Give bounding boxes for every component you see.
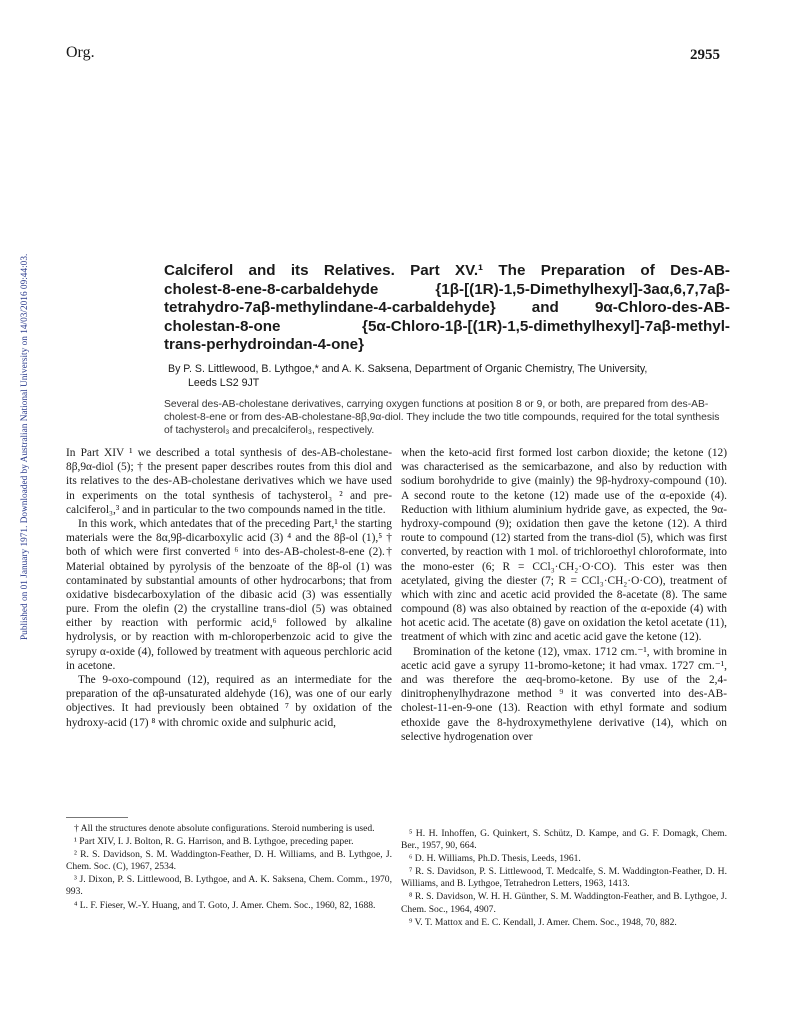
paragraph: In this work, which antedates that of the preceding Part,¹ the starting materials were the 8α,9β-dicarboxylic acid (3) ⁴ and the 8β-ol (1),⁵ † both of which were first converted ⁶ into des-AB-cholest-8-ene (2).† Material obtained by pyrolysis of the benzoate of the 8β-ol (1) was contaminated by substantial amounts of other hydrocarbons; that from oxidative bisdecarboxylation of the dibasic acid (3) was essentially pure. From the olefin (2) the crystalline trans-diol (5) was obtained either by reaction with performic acid,⁶ followed by alkaline hydrolysis, or by reaction with m-chloroperbenzoic acid to give the syrupy α-oxide (4), followed by treatment with aqueous perchloric acid in acetone.: [66, 517, 392, 672]
title-line: Calciferol and its Relatives. Part XV.¹ The Preparation of Des-AB-: [164, 262, 730, 279]
title-line: cholestan-8-one {5α-Chloro-1β-[(1R)-1,5-dimethylhexyl]-7aβ-methyl-: [164, 317, 730, 335]
footnote: ¹ Part XIV, I. J. Bolton, R. G. Harrison, and B. Lythgoe, preceding paper.: [74, 836, 354, 848]
footnote: † All the structures denote absolute configurations. Steroid numbering is used.: [74, 823, 375, 834]
footnote: ⁹ V. T. Mattox and E. C. Kendall, J. Amer. Chem. Soc., 1948, 70, 882.: [409, 916, 677, 928]
abstract: [164, 398, 730, 438]
article-title: [164, 262, 730, 355]
footnote: ³ J. Dixon, P. S. Littlewood, B. Lythgoe, and A. K. Saksena, Chem. Comm., 1970, 993.: [66, 874, 392, 898]
footnotes-left: [66, 823, 392, 913]
author-affiliation: Department of Organic Chemistry, The University,: [414, 363, 648, 375]
footnote: ⁴ L. F. Fieser, W.-Y. Huang, and T. Goto, J. Amer. Chem. Soc., 1960, 82, 1688.: [74, 899, 376, 911]
footnote: ⁵ H. H. Inhoffen, G. Quinkert, S. Schütz, D. Kampe, and G. F. Domagk, Chem. Ber., 1957, 90, 664.: [401, 828, 727, 852]
abstract-text: Several des-AB-cholestane derivatives, carrying oxygen functions at position 8 or 9, or both, are prepared from des-AB-cholest-8-ene or from des-AB-cholestane-8β,9α-diol. They include the two title compounds, required for the total synthesis of tachysterol₃ and precalciferol₃, respectively.: [164, 399, 720, 437]
paragraph: Bromination of the ketone (12), νmax. 1712 cm.⁻¹, with bromine in acetic acid gave a syrupy 11-bromo-ketone; it had νmax. 1727 cm.⁻¹, and was therefore the αeq-bromo-ketone. By use of the 2,4-dinitrophenylhydrazone method ⁹ it was converted into des-AB-cholest-11-en-9-one (13). Reaction with ethyl formate and sodium ethoxide gave the 8-hydroxymethylene derivative (14), which on selective hydrogenation over: [401, 645, 727, 743]
paragraph: The 9-oxo-compound (12), required as an intermediate for the preparation of the αβ-unsaturated aldehyde (16), was one of our early objectives. It had previously been obtained ⁷ by oxidation of the hydroxy-acid (17) ⁸ with chromic oxide and sulphuric acid,: [66, 674, 392, 729]
footnotes-right: [401, 828, 727, 930]
download-notice-text: Published on 01 January 1971. Downloaded by Australian National University on 14/03/2016 09:44:03.: [20, 253, 30, 640]
author-names: By P. S. Littlewood, B. Lythgoe,* and A. K. Saksena,: [168, 363, 412, 375]
title-line: trans-perhydroindan-4-one}: [164, 336, 364, 354]
download-notice: [8, 185, 30, 640]
title-line: cholest-8-ene-8-carbaldehyde {1β-[(1R)-1,5-Dimethylhexyl]-3aα,6,7,7aβ-: [164, 280, 730, 298]
title-line: tetrahydro-7aβ-methylindane-4-carbaldehyde} and 9α-Chloro-des-AB-: [164, 299, 730, 317]
author-block: [168, 363, 732, 390]
paragraph: In Part XIV ¹ we described a total synthesis of des-AB-cholestane-8β,9α-diol (5); † the present paper describes routes from this diol and its relatives to the des-AB-cholestane derivatives which we have used in experiments on the total synthesis of tachysterol₃ ² and pre-calciferol₃,³ and in particular to the two compounds named in the title.: [66, 447, 392, 516]
journal-name: Org.: [66, 44, 95, 61]
footnote: ⁶ D. H. Williams, Ph.D. Thesis, Leeds, 1961.: [409, 853, 581, 865]
footnote: ⁸ R. S. Davidson, W. H. H. Günther, S. M. Waddington-Feather, and B. Lythgoe, J. Chem. Soc., 1964, 4907.: [401, 891, 727, 915]
author-affiliation-line2: Leeds LS2 9JT: [188, 376, 260, 389]
footnote-divider: [66, 817, 128, 818]
body-column-right: [401, 446, 727, 744]
footnote: ⁷ R. S. Davidson, P. S. Littlewood, T. Medcalfe, S. M. Waddington-Feather, D. H. Williams, and B. Lythgoe, Tetrahedron Letters, 1963, 1413.: [401, 866, 727, 890]
paragraph: when the keto-acid first formed lost carbon dioxide; the ketone (12) was characterised as the semicarbazone, and also by reduction with sodium borohydride to give (mainly) the 9β-hydroxy-compound (10). A second route to the ketone (12) made use of the α-epoxide (4). Reduction with lithium aluminium hydride gave, as expected, the 9α-hydroxy-compound (9); oxidation then gave the ketone (12). A third route to compound (12) started from the trans-diol (5), which was first converted, by reaction with 1 mol. of trichloroethyl chloroformate, into the mono-ester (6; R = CCl₃·CH₂·O·CO). This ester was then acetylated, giving the diester (7; R = CCl₃·CH₂·O·CO), treatment of which with zinc and acetic acid provided the 8-acetate (8). The same compound (8) was also obtained by reaction of the α-epoxide (4) with hot acetic acid. The acetate (8) gave on oxidation the ketol acetate (11), treatment of which with zinc and acetic acid gave the ketone (12).: [401, 447, 727, 644]
page-number: 2955: [690, 47, 720, 63]
body-column-left: [66, 446, 392, 730]
footnote: ² R. S. Davidson, S. M. Waddington-Feather, D. H. Williams, and B. Lythgoe, J. Chem. Soc. (C), 1967, 2534.: [66, 849, 392, 873]
